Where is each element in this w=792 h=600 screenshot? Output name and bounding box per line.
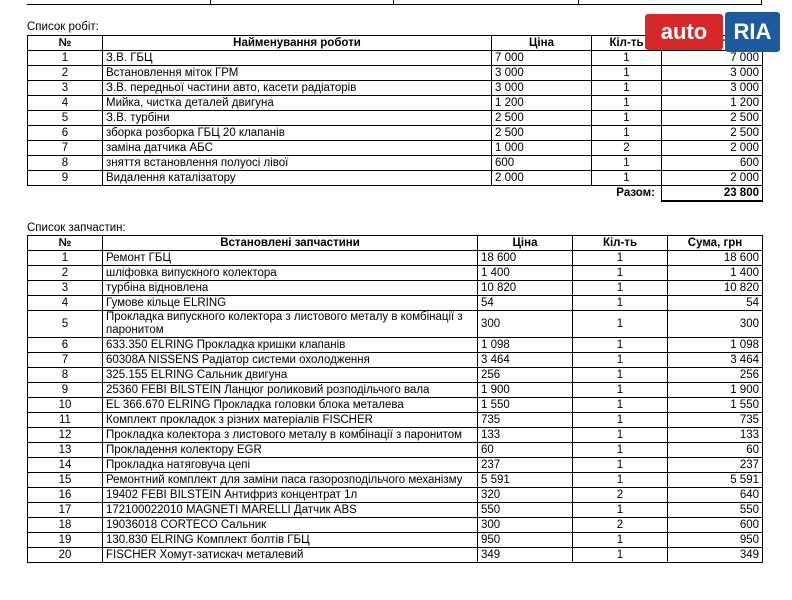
row-number: 6 [28, 338, 103, 353]
row-quantity: 1 [573, 533, 668, 548]
row-name: 633.350 ELRING Прокладка кришки клапанів [103, 338, 478, 353]
row-name: 172100022010 MAGNETI MARELLI Датчик ABS [103, 503, 478, 518]
row-quantity: 1 [592, 126, 662, 141]
row-quantity: 1 [573, 311, 668, 338]
row-number: 11 [28, 413, 103, 428]
works-row [28, 96, 763, 111]
row-number: 9 [28, 171, 103, 186]
row-sum: 18 600 [668, 251, 763, 266]
row-sum: 1 400 [668, 266, 763, 281]
row-price: 2 500 [492, 111, 592, 126]
header-sum: Сума, грн [668, 236, 763, 251]
row-quantity: 2 [573, 518, 668, 533]
parts-row [28, 368, 763, 383]
row-sum: 2 500 [662, 111, 763, 126]
row-quantity: 1 [573, 296, 668, 311]
row-quantity: 1 [573, 281, 668, 296]
row-sum: 2 000 [662, 171, 763, 186]
row-sum: 1 900 [668, 383, 763, 398]
header-price: Ціна [492, 36, 592, 51]
works-row [28, 81, 763, 96]
row-number: 3 [28, 81, 103, 96]
divider [210, 0, 211, 4]
row-quantity: 1 [573, 548, 668, 563]
row-number: 4 [28, 96, 103, 111]
header-number: № [28, 236, 103, 251]
blank-cell [103, 186, 492, 202]
header-quantity: Кіл-ть [592, 36, 662, 51]
works-row [28, 156, 763, 171]
row-price: 3 000 [492, 81, 592, 96]
row-name: 25360 FEBI BILSTEIN Ланцюг роликовий розподільчого вала [103, 383, 478, 398]
top-table-edge [27, 0, 762, 5]
row-price: 1 900 [478, 383, 573, 398]
row-name: З.В. ГБЦ [103, 51, 492, 66]
row-price: 950 [478, 533, 573, 548]
parts-row [28, 266, 763, 281]
row-sum: 735 [668, 413, 763, 428]
row-number: 5 [28, 111, 103, 126]
row-quantity: 1 [592, 96, 662, 111]
row-price: 18 600 [478, 251, 573, 266]
row-sum: 5 591 [668, 473, 763, 488]
parts-row [28, 338, 763, 353]
row-quantity: 2 [573, 488, 668, 503]
row-price: 735 [478, 413, 573, 428]
row-sum: 237 [668, 458, 763, 473]
row-quantity: 1 [573, 368, 668, 383]
row-name: Ремонтний комплект для заміни паса газорозподільчого механізму [103, 473, 478, 488]
row-sum: 300 [668, 311, 763, 338]
header-work-name: Найменування роботи [103, 36, 492, 51]
works-total-row [28, 186, 763, 202]
row-sum: 550 [668, 503, 763, 518]
row-price: 1 400 [478, 266, 573, 281]
row-number: 2 [28, 66, 103, 81]
row-name: заміна датчика АБС [103, 141, 492, 156]
row-price: 1 098 [478, 338, 573, 353]
row-price: 10 820 [478, 281, 573, 296]
row-sum: 2 500 [662, 126, 763, 141]
row-quantity: 1 [573, 338, 668, 353]
row-name: 60308A NISSENS Радіатор системи охолодження [103, 353, 478, 368]
row-price: 550 [478, 503, 573, 518]
row-quantity: 1 [592, 111, 662, 126]
works-row [28, 111, 763, 126]
row-price: 3 000 [492, 66, 592, 81]
row-sum: 1 550 [668, 398, 763, 413]
row-number: 17 [28, 503, 103, 518]
row-name: FISCHER Хомут-затискач металевий [103, 548, 478, 563]
row-name: З.В. турбіни [103, 111, 492, 126]
row-number: 1 [28, 51, 103, 66]
watermark-auto-logo: auto [645, 14, 723, 50]
row-sum: 133 [668, 428, 763, 443]
row-name: Мийка, чистка деталей двигуна [103, 96, 492, 111]
parts-row [28, 548, 763, 563]
row-sum: 600 [668, 518, 763, 533]
header-number: № [28, 36, 103, 51]
parts-caption: Список запчастин: [27, 222, 126, 234]
row-quantity: 1 [592, 156, 662, 171]
parts-row [28, 353, 763, 368]
row-number: 6 [28, 126, 103, 141]
row-name: 130.830 ELRING Комплект болтів ГБЦ [103, 533, 478, 548]
blank-cell [28, 186, 103, 202]
row-name: Прокладення колектору EGR [103, 443, 478, 458]
parts-row [28, 281, 763, 296]
parts-row [28, 473, 763, 488]
row-number: 20 [28, 548, 103, 563]
row-sum: 60 [668, 443, 763, 458]
row-quantity: 1 [573, 353, 668, 368]
row-name: З.В. передньої частини авто, касети радіаторів [103, 81, 492, 96]
row-sum: 950 [668, 533, 763, 548]
row-name: 19402 FEBI BILSTEIN Антифриз концентрат 1л [103, 488, 478, 503]
row-name: Прокладка натяговуча цепі [103, 458, 478, 473]
row-quantity: 1 [573, 251, 668, 266]
header-part-name: Встановлені запчастини [103, 236, 478, 251]
header-price: Ціна [478, 236, 573, 251]
row-number: 1 [28, 251, 103, 266]
works-row [28, 66, 763, 81]
row-name: Комплект прокладок з різних матеріалів FISCHER [103, 413, 478, 428]
row-number: 5 [28, 311, 103, 338]
row-sum: 256 [668, 368, 763, 383]
row-price: 7 000 [492, 51, 592, 66]
parts-row [28, 443, 763, 458]
row-quantity: 1 [592, 171, 662, 186]
row-price: 2 500 [492, 126, 592, 141]
divider [578, 0, 579, 4]
row-quantity: 1 [573, 473, 668, 488]
row-price: 3 464 [478, 353, 573, 368]
row-price: 2 000 [492, 171, 592, 186]
parts-row [28, 251, 763, 266]
row-name: Прокладка колектора з листового металу в комбінації з паронитом [103, 428, 478, 443]
watermark-ria-logo: RIA [725, 12, 780, 52]
parts-row [28, 533, 763, 548]
row-price: 54 [478, 296, 573, 311]
row-name: 19036018 CORTECO Сальник [103, 518, 478, 533]
row-quantity: 1 [573, 458, 668, 473]
row-number: 2 [28, 266, 103, 281]
row-number: 9 [28, 383, 103, 398]
divider [393, 0, 394, 4]
parts-row [28, 311, 763, 338]
row-name: зборка розборка ГБЦ 20 клапанів [103, 126, 492, 141]
row-quantity: 1 [573, 503, 668, 518]
row-price: 320 [478, 488, 573, 503]
row-number: 13 [28, 443, 103, 458]
header-quantity: Кіл-ть [573, 236, 668, 251]
row-name: Видалення каталізатору [103, 171, 492, 186]
parts-row [28, 428, 763, 443]
row-name: Встановлення міток ГРМ [103, 66, 492, 81]
parts-header-row [28, 236, 763, 251]
parts-row [28, 488, 763, 503]
row-name: шліфовка випускного колектора [103, 266, 478, 281]
row-name: зняття встановлення полуосі лівої [103, 156, 492, 171]
row-number: 15 [28, 473, 103, 488]
row-quantity: 1 [573, 428, 668, 443]
row-sum: 7 000 [662, 51, 763, 66]
row-quantity: 1 [573, 266, 668, 281]
row-number: 12 [28, 428, 103, 443]
parts-table [27, 235, 763, 563]
row-number: 8 [28, 368, 103, 383]
row-price: 1 550 [478, 398, 573, 413]
row-price: 300 [478, 311, 573, 338]
row-name: EL 366.670 ELRING Прокладка головки блока металева [103, 398, 478, 413]
works-row [28, 126, 763, 141]
row-sum: 1 098 [668, 338, 763, 353]
row-price: 1 000 [492, 141, 592, 156]
row-sum: 54 [668, 296, 763, 311]
parts-row [28, 413, 763, 428]
row-price: 1 200 [492, 96, 592, 111]
row-name: Гумове кільце ELRING [103, 296, 478, 311]
row-number: 4 [28, 296, 103, 311]
works-total-label: Разом: [616, 187, 655, 200]
row-number: 7 [28, 141, 103, 156]
works-table [27, 35, 763, 202]
row-number: 7 [28, 353, 103, 368]
row-sum: 3 000 [662, 81, 763, 96]
parts-row [28, 398, 763, 413]
row-quantity: 1 [573, 443, 668, 458]
row-sum: 600 [662, 156, 763, 171]
parts-row [28, 296, 763, 311]
works-row [28, 141, 763, 156]
works-row [28, 171, 763, 186]
row-quantity: 1 [573, 398, 668, 413]
row-quantity: 1 [592, 66, 662, 81]
row-quantity: 2 [592, 141, 662, 156]
row-quantity: 1 [573, 383, 668, 398]
row-number: 8 [28, 156, 103, 171]
parts-row [28, 383, 763, 398]
row-price: 133 [478, 428, 573, 443]
row-quantity: 1 [592, 81, 662, 96]
row-price: 300 [478, 518, 573, 533]
row-price: 5 591 [478, 473, 573, 488]
row-number: 14 [28, 458, 103, 473]
works-total-value: 23 800 [662, 186, 763, 202]
parts-row [28, 458, 763, 473]
row-number: 18 [28, 518, 103, 533]
works-caption: Список робіт: [27, 21, 99, 33]
blank-cell [492, 186, 592, 202]
row-name: Ремонт ГБЦ [103, 251, 478, 266]
row-price: 60 [478, 443, 573, 458]
row-sum: 640 [668, 488, 763, 503]
row-sum: 1 200 [662, 96, 763, 111]
autoria-watermark [645, 12, 780, 54]
row-number: 16 [28, 488, 103, 503]
row-price: 600 [492, 156, 592, 171]
parts-row [28, 503, 763, 518]
row-number: 3 [28, 281, 103, 296]
row-sum: 3 000 [662, 66, 763, 81]
row-sum: 10 820 [668, 281, 763, 296]
parts-row [28, 518, 763, 533]
row-sum: 2 000 [662, 141, 763, 156]
row-name: Прокладка випускного колектора з листового металу в комбінації з паронитом [103, 311, 478, 338]
row-name: турбіна відновлена [103, 281, 478, 296]
row-price: 256 [478, 368, 573, 383]
row-name: 325.155 ELRING Сальник двигуна [103, 368, 478, 383]
row-sum: 3 464 [668, 353, 763, 368]
row-number: 10 [28, 398, 103, 413]
row-sum: 349 [668, 548, 763, 563]
row-price: 349 [478, 548, 573, 563]
row-price: 237 [478, 458, 573, 473]
row-quantity: 1 [592, 51, 662, 66]
row-quantity: 1 [573, 413, 668, 428]
row-number: 19 [28, 533, 103, 548]
divider [761, 0, 762, 4]
